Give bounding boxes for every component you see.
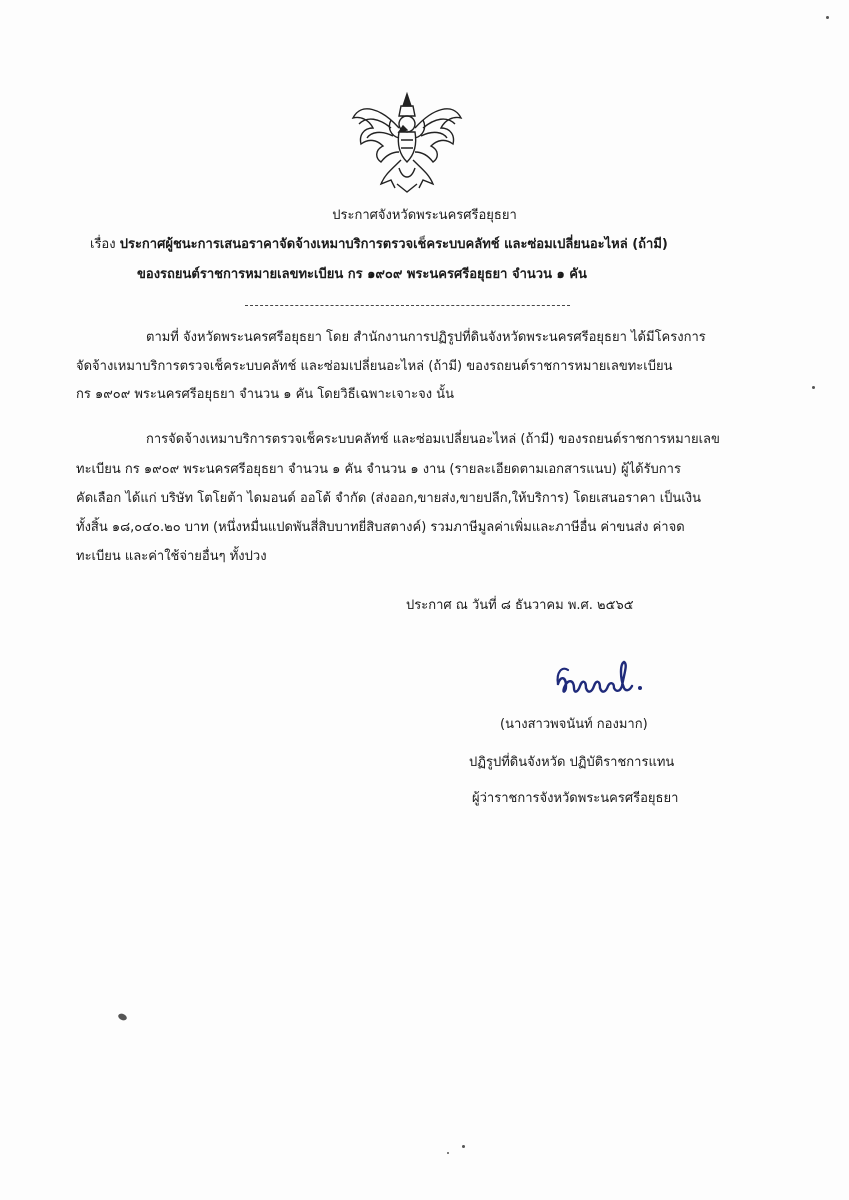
- paragraph-2-line: ทั้งสิ้น ๑๘,๐๔๐.๒๐ บาท (หนึ่งหมื่นแปดพันสี่สิบบาทยี่สิบสตางค์) รวมภาษีมูลค่าเพิ่มและภาษีอื่น ค่าขนส่ง ค่าจด: [76, 520, 685, 535]
- issuer-title: ประกาศจังหวัดพระนครศรีอยุธยา: [332, 208, 517, 223]
- scan-speck: [826, 16, 829, 19]
- scan-speck: [812, 386, 815, 389]
- signatory-position: ผู้ว่าราชการจังหวัดพระนครศรีอยุธยา: [472, 791, 679, 806]
- paragraph-2-line: ทะเบียน กร ๑๙๐๙ พระนครศรีอยุธยา จำนวน ๑ คัน จำนวน ๑ งาน (รายละเอียดตามเอกสารแนบ) ผู้ได้รับการ: [76, 462, 681, 477]
- signatory-name: (นางสาวพจนันท์ กองมาก): [500, 717, 648, 732]
- paragraph-1-line: ตามที่ จังหวัดพระนครศรีอยุธยา โดย สำนักงานการปฏิรูปที่ดินจังหวัดพระนครศรีอยุธยา ได้มีโครงการ: [146, 330, 706, 345]
- subject-line-2: ของรถยนต์ราชการหมายเลขทะเบียน กร ๑๙๐๙ พระนครศรีอยุธยา จำนวน ๑ คัน: [137, 267, 587, 282]
- paragraph-2-line: การจัดจ้างเหมาบริการตรวจเช็คระบบคลัทช์ และซ่อมเปลี่ยนอะไหล่ (ถ้ามี) ของรถยนต์ราชการหมายเลข: [146, 432, 720, 447]
- scan-speck: [117, 1012, 128, 1021]
- announcement-date: ประกาศ ณ วันที่ ๘ ธันวาคม พ.ศ. ๒๕๖๕: [406, 598, 634, 613]
- paragraph-2-line: ทะเบียน และค่าใช้จ่ายอื่นๆ ทั้งปวง: [76, 549, 267, 564]
- scan-speck: [462, 1145, 465, 1148]
- subject-prefix: เรื่อง: [90, 237, 120, 252]
- paragraph-1-line: กร ๑๙๐๙ พระนครศรีอยุธยา จำนวน ๑ คัน โดยวิธีเฉพาะเจาะจง นั้น: [76, 387, 454, 402]
- signatory-position: ปฏิรูปที่ดินจังหวัด ปฏิบัติราชการแทน: [469, 755, 675, 770]
- handwritten-signature: [552, 658, 662, 708]
- scan-speck: [447, 1152, 449, 1154]
- subject-line-1: [90, 236, 668, 254]
- subject-text: ประกาศผู้ชนะการเสนอราคาจัดจ้างเหมาบริการตรวจเช็คระบบคลัทช์ และซ่อมเปลี่ยนอะไหล่ (ถ้ามี): [119, 237, 668, 252]
- paragraph-2-line: คัดเลือก ได้แก่ บริษัท โตโยต้า ไดมอนด์ ออโต้ จำกัด (ส่งออก,ขายส่ง,ขายปลีก,ให้บริการ) โดยเสนอราคา เป็นเงิน: [76, 491, 701, 506]
- paragraph-1-line: จัดจ้างเหมาบริการตรวจเช็คระบบคลัทช์ และซ่อมเปลี่ยนอะไหล่ (ถ้ามี) ของรถยนต์ราชการหมายเลขทะเบียน: [76, 359, 673, 374]
- garuda-emblem: [351, 88, 463, 196]
- header-divider: [245, 305, 570, 306]
